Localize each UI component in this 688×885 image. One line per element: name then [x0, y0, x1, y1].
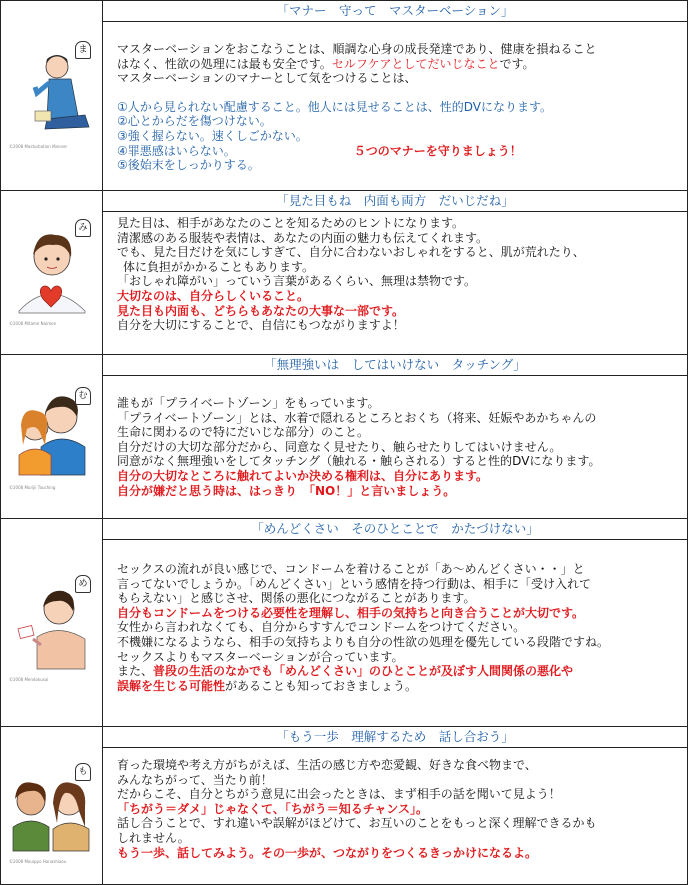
highlight-text: 自分もコンドームをつける必要性を理解し、相手の気持ちと向き合うことが大切です。 [117, 605, 585, 620]
hiragana-badge: み [75, 219, 91, 237]
section-title: 「マナー 守って マスターベーション」 [103, 1, 687, 22]
manner-item: ②心とからだを傷つけない。 [117, 114, 272, 129]
body-line: 育った環境や考え方がちがえば、生活の感じ方や恋愛観、好きな食べ物まで、 [117, 758, 537, 772]
section-body [103, 22, 687, 173]
body-line: マスターベーションのマナーとして気をつけることは、 [117, 71, 417, 86]
hiragana-badge: め [75, 575, 91, 593]
body-line: もらえない」と感じさせ、関係の悪化につながることがあります。 [117, 591, 476, 606]
section-masturbation [1, 1, 687, 191]
manner-item: ⑤後始末をしっかりする。 [117, 158, 260, 173]
highlight-text: 見た目も内面も、どちらもあなたの大事な一部です。 [117, 303, 405, 318]
hiragana-badge: も [75, 763, 91, 781]
man-with-card-illustration [1, 519, 102, 726]
section-content [103, 727, 687, 884]
section-touching [1, 355, 687, 519]
body-line: 不機嫌になるようなら、相手の気持ちよりも自分の性欲の処理を優先している段階ですね。 [117, 634, 610, 649]
illustration-cell [1, 1, 103, 190]
body-line: 見た目は、相手があなたのことを知るためのヒントになります。 [117, 216, 465, 230]
body-line: でも、見た目だけを気にしすぎて、自分に合わないおしゃれをすると、肌が荒れたり、 [117, 245, 585, 260]
section-content [103, 519, 687, 726]
section-title: 「無理強いは してはいけない タッチング」 [103, 355, 687, 376]
body-line: 清潔感のある服装や表情は、あなたの内面の魅力も伝えてくれます。 [117, 230, 489, 245]
illustration-credit: ©2008 Mouippo Hanashiaou [9, 859, 67, 864]
manner-item: ④罪悪感はいらない。 ５つのマナーを守りましょう！ [117, 143, 522, 158]
manner-item: ③強く握らない。速くしごかない。 [117, 128, 308, 143]
section-appearance [1, 191, 687, 355]
highlight-text: 自分が嫌だと思う時は、はっきり 「NO！」と言いましょう。 [117, 483, 456, 498]
boy-with-heart-illustration [1, 191, 102, 354]
highlight-text: もう一歩、話してみよう。その一歩が、つながりをつくるきっかけになるよ。 [117, 845, 538, 860]
body-line: マスターベーションをおこなうことは、順調な心身の成長発達であり、健康を損ねること [117, 42, 597, 56]
highlight-text: 「ちがう＝ダメ」じゃなくて、「ちがう＝知るチャンス」。 [117, 801, 429, 816]
section-body [103, 540, 687, 693]
body-line: 自分を大切にすることで、自信にもつながりますよ！ [117, 318, 405, 333]
body-line: だからこそ、自分とちがう意見に出会ったときは、まず相手の話を聞いて見よう！ [117, 787, 561, 802]
illustration-credit: ©2008 Mendokusai [9, 677, 49, 682]
illustration-cell [1, 191, 103, 354]
body-line: セックスの流れが良い感じで、コンドームを着けることが「あ～めんどくさい・・」と [117, 562, 585, 576]
body-line: 体に負担がかかることもあります。 [123, 259, 315, 274]
highlight-text: 大切なのは、自分らしくいること。 [117, 288, 310, 303]
body-line: はなく、性欲の処理には最も安全です。セルフケアとしてだいじなことです。 [117, 56, 535, 71]
illustration-cell [1, 519, 103, 726]
body-line: 同意がなく無理強いをしてタッチング（触れる・触らされる）すると性的DVになります。 [117, 454, 601, 469]
body-line: みんなちがって、当たり前！ [117, 772, 273, 787]
hiragana-badge: ま [75, 41, 91, 59]
highlight-text: 誤解を生じる可能性 [117, 678, 226, 693]
couple-illustration [1, 355, 102, 518]
body-line: 生命に関わるので特にだいじな部分）のこと。 [117, 425, 370, 440]
body-line: セックスよりもマスターベーションが合っています。 [117, 649, 404, 664]
section-dialogue [1, 727, 687, 884]
illustration-cell [1, 355, 103, 518]
body-line: 誰もが「プライベートゾーン」をもっています。 [117, 396, 380, 410]
section-content [103, 355, 687, 518]
body-line: また、普段の生活のなかでも「めんどくさい」のひとことが及ぼす人間関係の悪化や [117, 664, 574, 679]
highlight-text: 普段の生活のなかでも「めんどくさい」のひとことが及ぼす人間関係の悪化や [153, 664, 574, 679]
section-body [103, 748, 687, 860]
illustration-credit: ©2008 Murijii Touching [9, 485, 56, 490]
illustration-credit: ©2008 Masturbation Manner [9, 144, 68, 149]
body-line: 「おしゃれ障がい」っていう言葉があるくらい、無理は禁物です。 [117, 274, 477, 289]
body-line: 自分だけの大切な部分だから、同意なく見せたり、触らせたりしてはいけません。 [117, 439, 562, 454]
body-line: 女性から言われなくても、自分からすすんでコンドームをつけてください。 [117, 620, 526, 635]
body-line: しれません。 [117, 830, 190, 845]
body-line: 誤解を生じる可能性があることも知っておきましょう。 [117, 678, 418, 693]
section-title: 「もう一歩 理解するため 話し合おう」 [103, 727, 687, 748]
section-title: 「見た目もね 内面も両方 だいじだね」 [103, 191, 687, 212]
manner-callout: ５つのマナーを守りましょう！ [353, 143, 522, 158]
boy-sitting-illustration [1, 1, 102, 190]
section-content [103, 1, 687, 190]
body-line: 「プライベートゾーン」とは、水着で隠れるところとおくち（将来、妊娠やあかちゃんの [117, 410, 597, 425]
highlight-text: 自分の大切なところに触れてよいか決める権利は、自分にあります。 [117, 468, 489, 483]
section-title: 「めんどくさい そのひとことで かたづけない」 [103, 519, 687, 540]
body-line: 話し合うことで、すれ違いや誤解がほどけて、お互いのことをもっと深く理解できるかも [117, 816, 597, 831]
body-line: 言ってないでしょうか。「めんどくさい」という感情を持つ行動は、相手に「受け入れて [117, 576, 592, 591]
section-body [103, 212, 687, 333]
illustration-cell [1, 727, 103, 884]
manner-item: ①人から見られない配慮すること。他人には見せることは、性的DVになります。 [117, 99, 553, 114]
section-condom [1, 519, 687, 727]
highlight-text: セルフケアとしてだいじなこと [331, 56, 500, 71]
section-body [103, 376, 687, 498]
hiragana-badge: む [75, 387, 91, 405]
section-content [103, 191, 687, 354]
illustration-credit: ©2008 Mitame Naimen [9, 321, 57, 326]
